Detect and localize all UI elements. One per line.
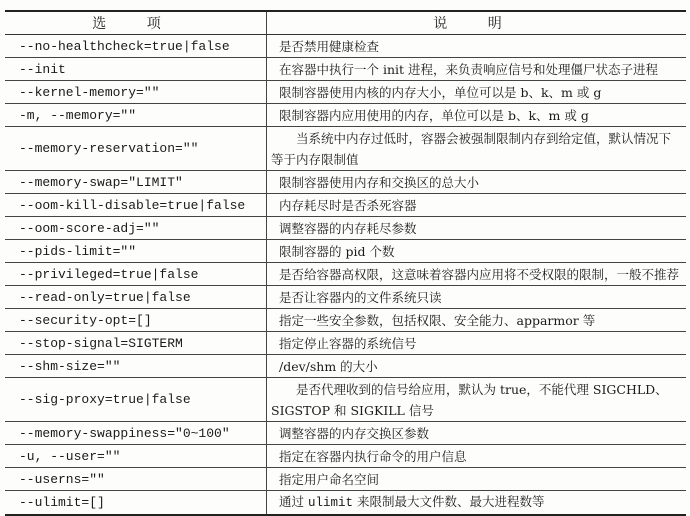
table-row bbox=[5, 127, 686, 171]
option-cell: --oom-score-adj="" bbox=[5, 217, 267, 240]
description-cell: 是否禁用健康检查 bbox=[267, 35, 687, 58]
description-cell: 当系统中内存过低时，容器会被强制限制内存到给定值，默认情况下等于内存限制值 bbox=[267, 127, 687, 171]
table-row bbox=[5, 217, 686, 240]
description-cell: 调整容器的内存交换区参数 bbox=[267, 422, 687, 445]
table-row bbox=[5, 171, 686, 194]
option-cell: --oom-kill-disable=true|false bbox=[5, 194, 267, 217]
option-cell: --stop-signal=SIGTERM bbox=[5, 332, 267, 355]
description-cell: 限制容器的 pid 个数 bbox=[267, 240, 687, 263]
option-cell: --init bbox=[5, 58, 267, 81]
header-option: 选 项 bbox=[5, 11, 267, 35]
description-text: 来限制最大文件数、最大进程数等 bbox=[353, 494, 545, 509]
table-row bbox=[5, 240, 686, 263]
table-row bbox=[5, 309, 686, 332]
option-cell: --read-only=true|false bbox=[5, 286, 267, 309]
option-cell: --ulimit=[] bbox=[5, 491, 267, 516]
table-row bbox=[5, 355, 686, 378]
description-cell: 是否代理收到的信号给应用，默认为 true，不能代理 SIGCHLD、SIGSTOP 和 SIGKILL 信号 bbox=[267, 378, 687, 422]
option-cell: -m, --memory="" bbox=[5, 104, 267, 127]
description-cell: 限制容器使用内核的内存大小，单位可以是 b、k、m 或 g bbox=[267, 81, 687, 104]
option-cell: --security-opt=[] bbox=[5, 309, 267, 332]
description-cell bbox=[267, 491, 687, 516]
header-description: 说 明 bbox=[267, 11, 687, 35]
table-row bbox=[5, 58, 686, 81]
description-cell: 在容器中执行一个 init 进程，来负责响应信号和处理僵尸状态子进程 bbox=[267, 58, 687, 81]
table-row bbox=[5, 81, 686, 104]
table-row bbox=[5, 263, 686, 286]
description-cell: 指定用户命名空间 bbox=[267, 468, 687, 491]
option-cell: --privileged=true|false bbox=[5, 263, 267, 286]
table-row bbox=[5, 332, 686, 355]
table-row bbox=[5, 286, 686, 309]
table-row bbox=[5, 468, 686, 491]
table-row bbox=[5, 491, 686, 516]
option-cell: --memory-reservation="" bbox=[5, 127, 267, 171]
description-cell: 指定停止容器的系统信号 bbox=[267, 332, 687, 355]
option-cell: --userns="" bbox=[5, 468, 267, 491]
table-row bbox=[5, 378, 686, 422]
description-cell: 限制容器使用内存和交换区的总大小 bbox=[267, 171, 687, 194]
description-cell: /dev/shm 的大小 bbox=[267, 355, 687, 378]
inline-code: ulimit bbox=[307, 496, 353, 510]
description-cell: 是否给容器高权限，这意味着容器内应用将不受权限的限制，一般不推荐 bbox=[267, 263, 687, 286]
option-cell: --memory-swap="LIMIT" bbox=[5, 171, 267, 194]
option-cell: --kernel-memory="" bbox=[5, 81, 267, 104]
option-cell: --pids-limit="" bbox=[5, 240, 267, 263]
description-cell: 指定一些安全参数，包括权限、安全能力、apparmor 等 bbox=[267, 309, 687, 332]
description-cell: 限制容器内应用使用的内存，单位可以是 b、k、m 或 g bbox=[267, 104, 687, 127]
table-row bbox=[5, 422, 686, 445]
table-header bbox=[5, 11, 686, 35]
table-row bbox=[5, 35, 686, 58]
option-cell: --memory-swappiness="0~100" bbox=[5, 422, 267, 445]
option-cell: --no-healthcheck=true|false bbox=[5, 35, 267, 58]
table-row bbox=[5, 445, 686, 468]
option-cell: -u, --user="" bbox=[5, 445, 267, 468]
table-row bbox=[5, 104, 686, 127]
description-cell: 调整容器的内存耗尽参数 bbox=[267, 217, 687, 240]
docker-options-table bbox=[5, 10, 686, 516]
table-row bbox=[5, 194, 686, 217]
description-cell: 指定在容器内执行命令的用户信息 bbox=[267, 445, 687, 468]
option-cell: --shm-size="" bbox=[5, 355, 267, 378]
description-cell: 是否让容器内的文件系统只读 bbox=[267, 286, 687, 309]
option-cell: --sig-proxy=true|false bbox=[5, 378, 267, 422]
description-text: 通过 bbox=[279, 494, 308, 509]
description-cell: 内存耗尽时是否杀死容器 bbox=[267, 194, 687, 217]
